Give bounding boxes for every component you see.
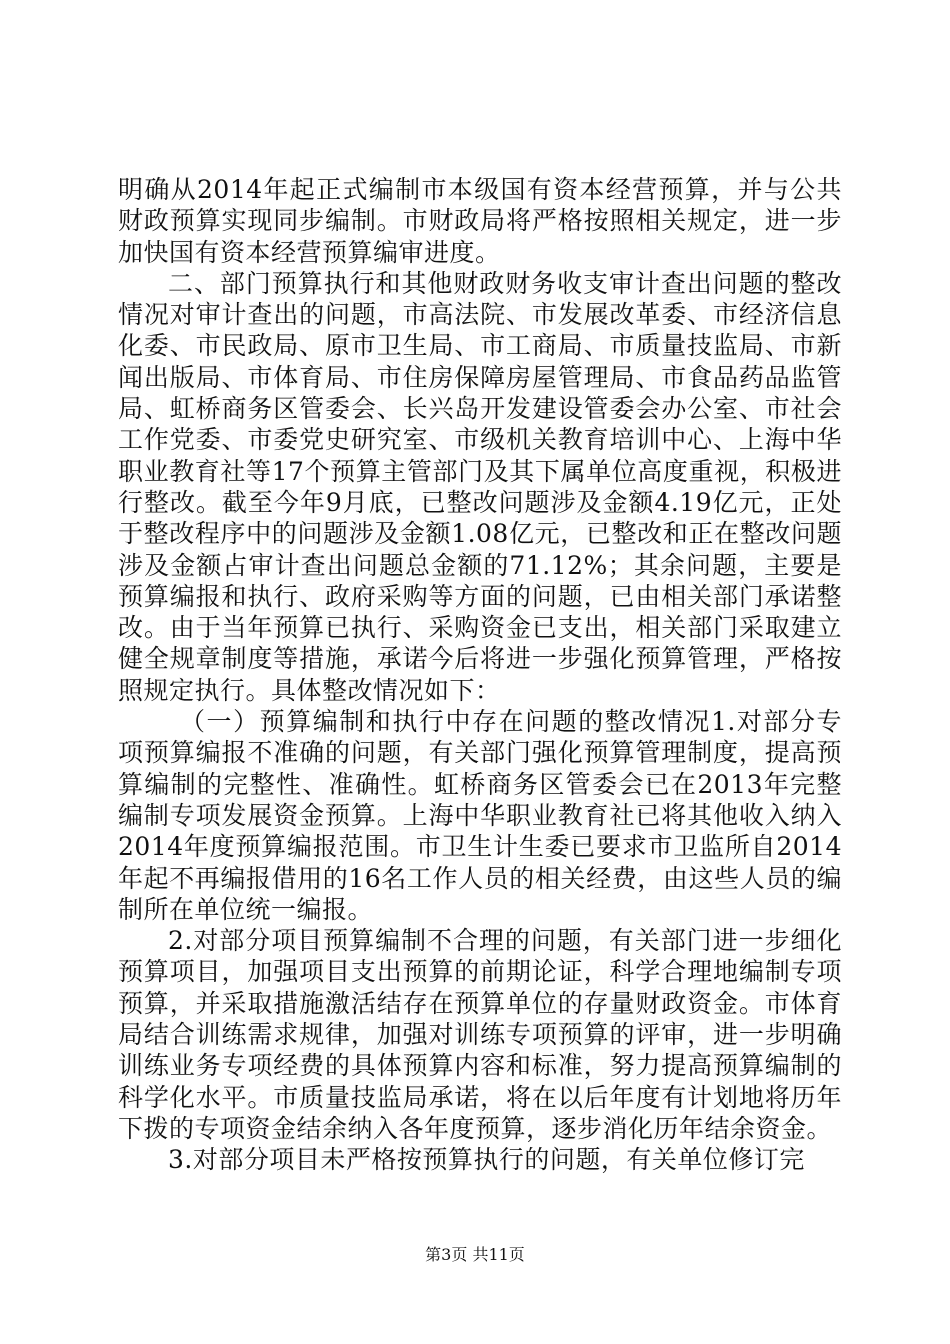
paragraph-item-three: 3.对部分项目未严格按预算执行的问题，有关单位修订完: [168, 1145, 805, 1175]
paragraph-subsection-one: （一）预算编制和执行中存在问题的整改情况1.对部分专项预算编报不准确的问题，有关部门强化预算管理制度，提高预算编制的完整性、准确性。虹桥商务区管委会已在2013年完整编制专项发展资金预算。上海中华职业教育社已将其他收入纳入2014年度预算编报范围。市卫生计生委已要求市卫监所自2014年起不再编报借用的16名工作人员的相关经费，由这些人员的编制所在单位统一编报。: [118, 707, 842, 924]
paragraph-section-two: 二、部门预算执行和其他财政财务收支审计查出问题的整改情况对审计查出的问题，市高法院、市发展改革委、市经济信息化委、市民政局、原市卫生局、市工商局、市质量技监局、市新闻出版局、市体育局、市住房保障房屋管理局、市食品药品监管局、虹桥商务区管委会、长兴岛开发建设管委会办公室、市社会工作党委、市委党史研究室、市级机关教育培训中心、上海中华职业教育社等17个预算主管部门及其下属单位高度重视，积极进行整改。截至今年9月底，已整改问题涉及金额4.19亿元，正处于整改程序中的问题涉及金额1.08亿元，已整改和正在整改问题涉及金额占审计查出问题总金额的71.12%；其余问题，主要是预算编报和执行、政府采购等方面的问题，已由相关部门承诺整改。由于当年预算已执行、采购资金已支出，相关部门采取建立健全规章制度等措施，承诺今后将进一步强化预算管理，严格按照规定执行。具体整改情况如下：: [118, 268, 842, 705]
paragraph-continuation: 明确从2014年起正式编制市本级国有资本经营预算，并与公共财政预算实现同步编制。市财政局将严格按照相关规定，进一步加快国有资本经营预算编审进度。: [118, 175, 842, 267]
page-number-footer: 第3页 共11页: [425, 1245, 525, 1264]
document-body: [118, 174, 842, 1176]
paragraph-item-two: 2.对部分项目预算编制不合理的问题，有关部门进一步细化预算项目，加强项目支出预算的前期论证，科学合理地编制专项预算，并采取措施激活结存在预算单位的存量财政资金。市体育局结合训练需求规律，加强对训练专项预算的评审，进一步明确训练业务专项经费的具体预算内容和标准，努力提高预算编制的科学化水平。市质量技监局承诺，将在以后年度有计划地将历年下拨的专项资金结余纳入各年度预算，逐步消化历年结余资金。: [118, 926, 842, 1143]
